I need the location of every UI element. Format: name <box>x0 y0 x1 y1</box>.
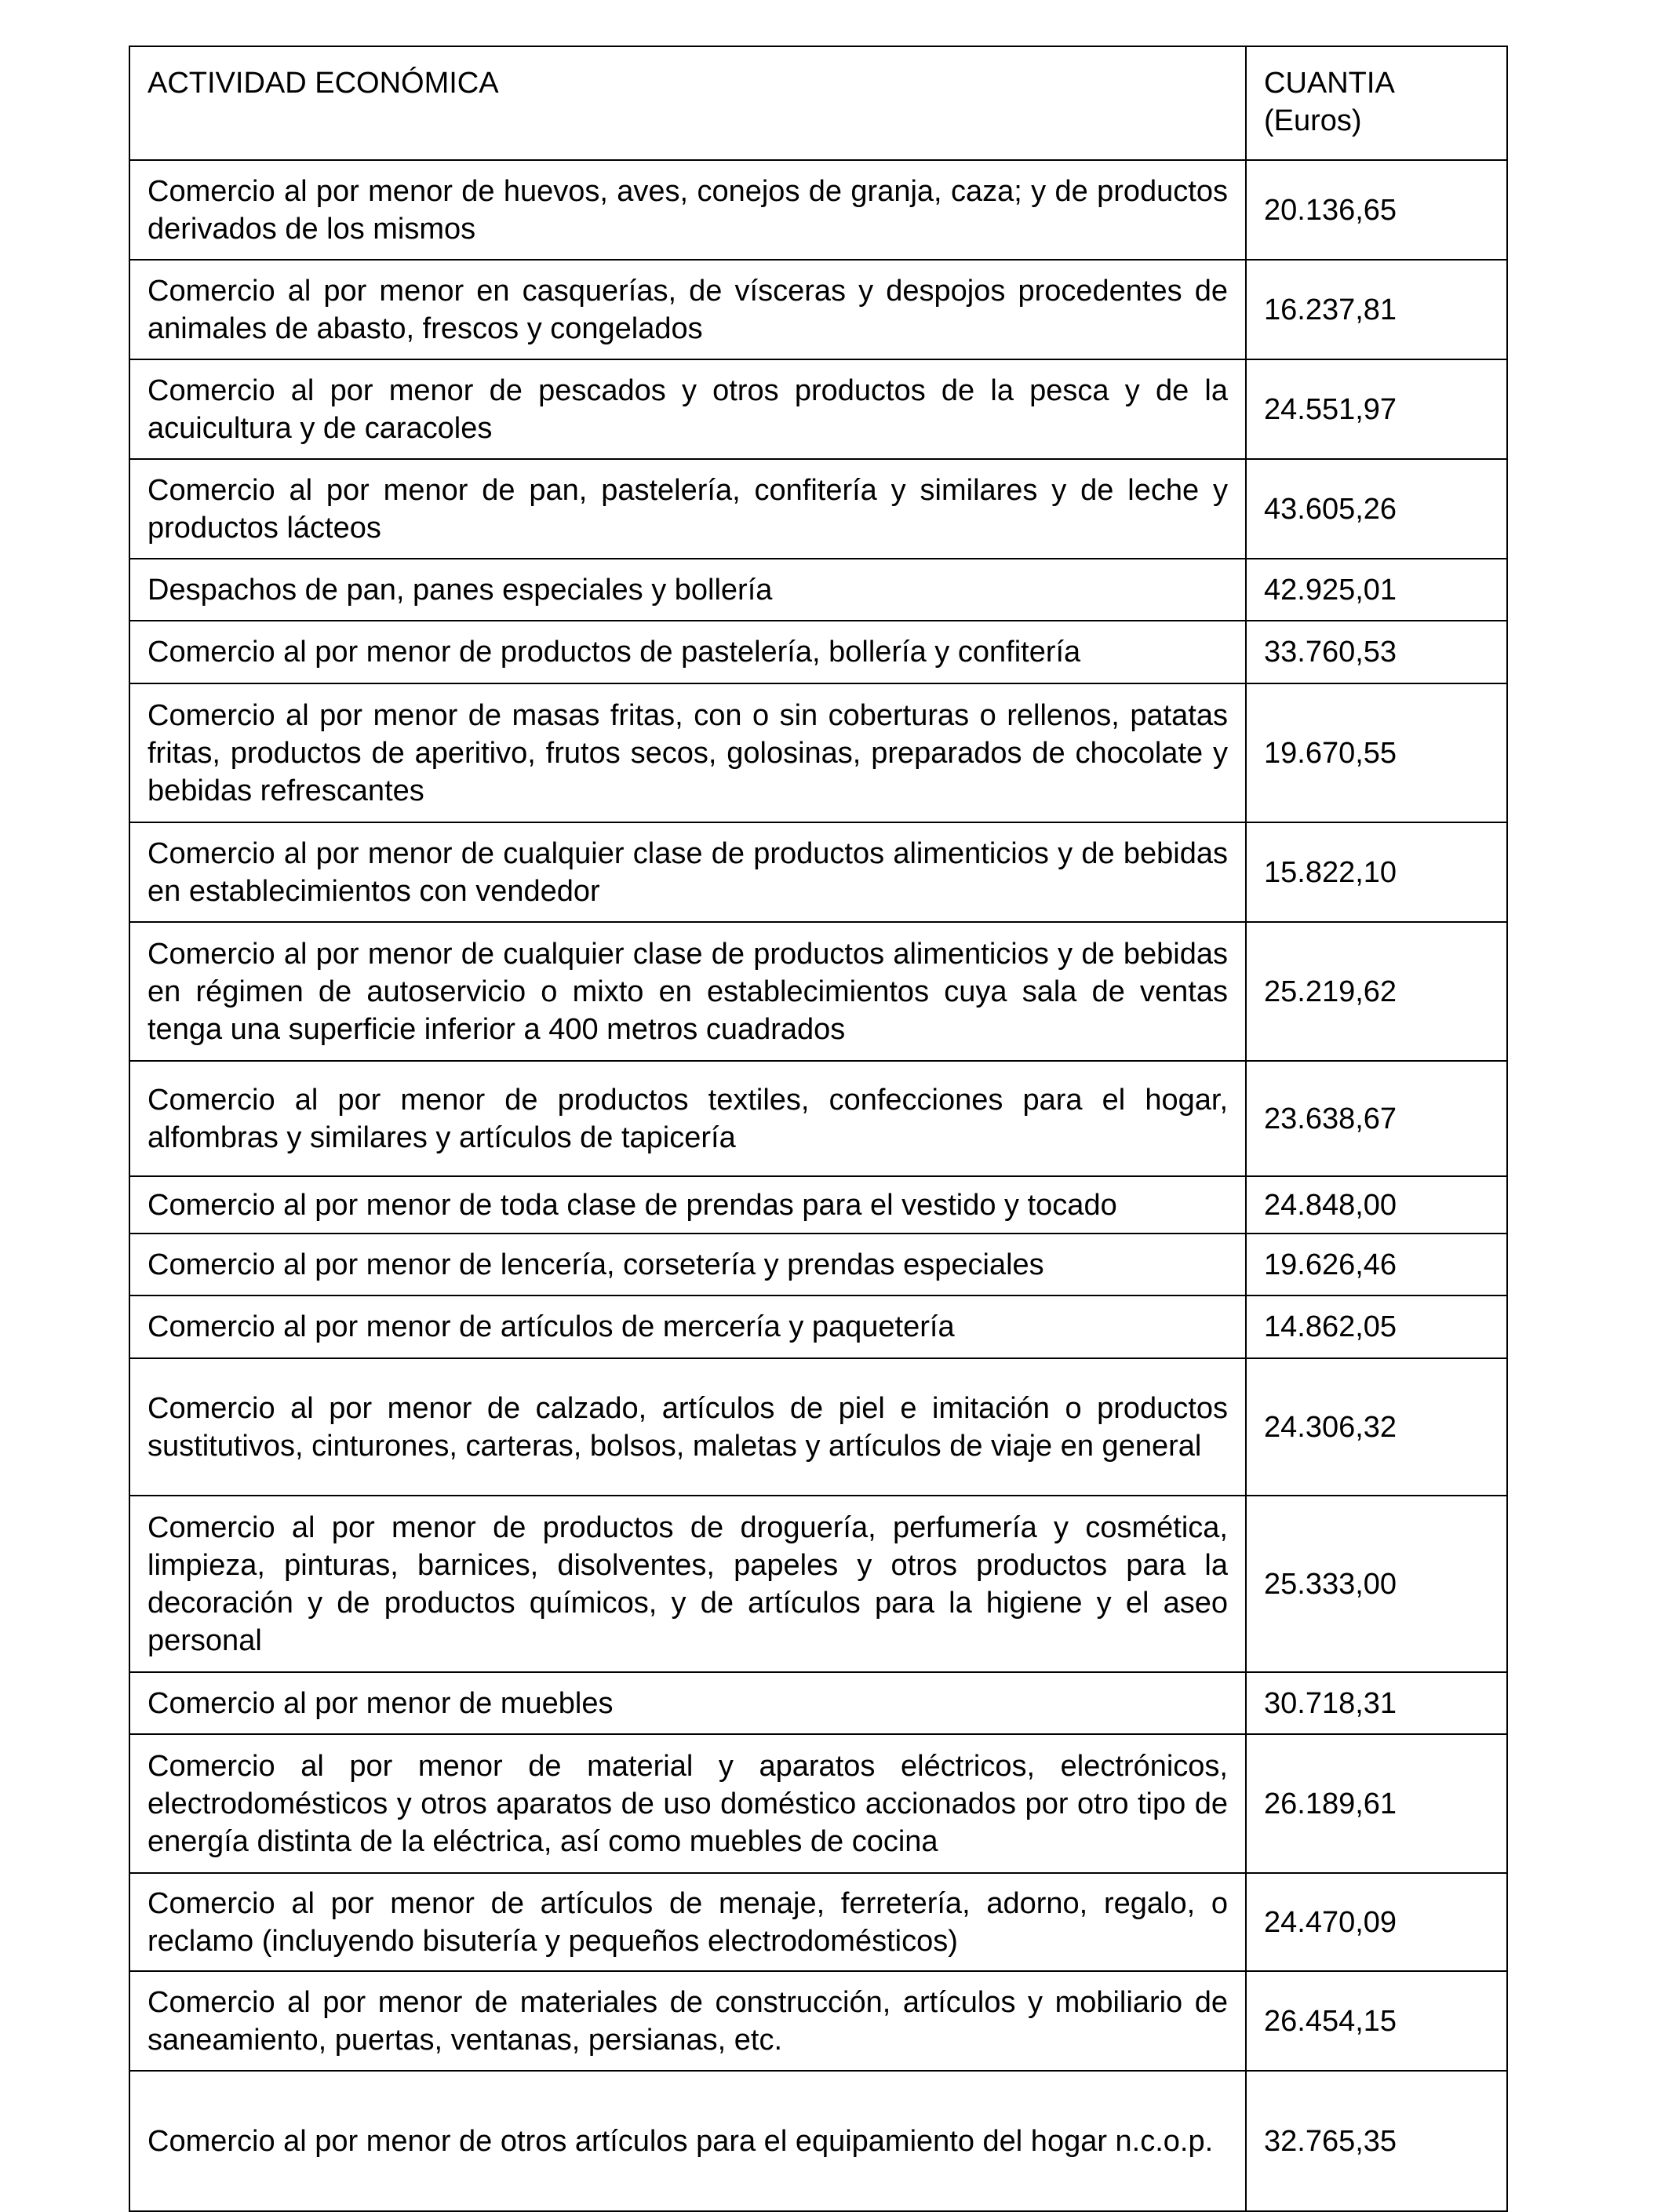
activity-cell: Comercio al por menor de productos de pastelería, bollería y confitería <box>129 621 1246 683</box>
table-row <box>129 359 1507 459</box>
header-amount-unit: (Euros) <box>1264 104 1362 137</box>
amount-cell: 30.718,31 <box>1246 1672 1507 1734</box>
amount-cell: 26.454,15 <box>1246 1971 1507 2071</box>
amount-cell: 25.333,00 <box>1246 1496 1507 1672</box>
amount-cell: 25.219,62 <box>1246 922 1507 1061</box>
header-activity: ACTIVIDAD ECONÓMICA <box>129 46 1246 160</box>
amount-cell: 32.765,35 <box>1246 2071 1507 2211</box>
activity-cell: Comercio al por menor en casquerías, de vísceras y despojos procedentes de animales de abasto, frescos y congelados <box>129 260 1246 359</box>
activity-cell: Comercio al por menor de pan, pastelería, confitería y similares y de leche y productos lácteos <box>129 459 1246 559</box>
table-row <box>129 260 1507 359</box>
amount-cell: 24.551,97 <box>1246 359 1507 459</box>
activity-cell: Comercio al por menor de productos textiles, confecciones para el hogar, alfombras y similares y artículos de tapicería <box>129 1061 1246 1176</box>
table-row <box>129 1061 1507 1176</box>
amount-cell: 43.605,26 <box>1246 459 1507 559</box>
amount-cell: 24.470,09 <box>1246 1873 1507 1971</box>
table-row <box>129 2071 1507 2211</box>
amount-cell: 19.626,46 <box>1246 1234 1507 1295</box>
activity-cell: Comercio al por menor de lencería, corsetería y prendas especiales <box>129 1234 1246 1295</box>
amount-cell: 33.760,53 <box>1246 621 1507 683</box>
table-row <box>129 1971 1507 2071</box>
amount-cell: 16.237,81 <box>1246 260 1507 359</box>
table-row <box>129 1358 1507 1496</box>
activity-cell: Comercio al por menor de material y aparatos eléctricos, electrónicos, electrodomésticos y otros aparatos de uso doméstico accionados por otro tipo de energía distinta de la eléctrica, así como muebles de cocina <box>129 1734 1246 1873</box>
activity-cell: Comercio al por menor de artículos de mercería y paquetería <box>129 1295 1246 1358</box>
amount-cell: 20.136,65 <box>1246 160 1507 260</box>
table-row <box>129 621 1507 683</box>
activity-cell: Comercio al por menor de pescados y otros productos de la pesca y de la acuicultura y de caracoles <box>129 359 1246 459</box>
table-row <box>129 683 1507 822</box>
amount-cell: 24.306,32 <box>1246 1358 1507 1496</box>
activity-cell: Comercio al por menor de artículos de menaje, ferretería, adorno, regalo, o reclamo (incluyendo bisutería y pequeños electrodomésticos) <box>129 1873 1246 1971</box>
table-row <box>129 1873 1507 1971</box>
activity-cell: Comercio al por menor de productos de droguería, perfumería y cosmética, limpieza, pinturas, barnices, disolventes, papeles y otros productos para la decoración y de productos químicos, y de artículos para la higiene y el aseo personal <box>129 1496 1246 1672</box>
amount-cell: 19.670,55 <box>1246 683 1507 822</box>
activity-cell: Comercio al por menor de otros artículos para el equipamiento del hogar n.c.o.p. <box>129 2071 1246 2211</box>
amount-cell: 42.925,01 <box>1246 559 1507 621</box>
activity-cell: Comercio al por menor de cualquier clase de productos alimenticios y de bebidas en establecimientos con vendedor <box>129 822 1246 922</box>
header-amount <box>1246 46 1507 160</box>
activity-cell: Comercio al por menor de huevos, aves, conejos de granja, caza; y de productos derivados de los mismos <box>129 160 1246 260</box>
header-amount-label: CUANTIA <box>1264 67 1395 100</box>
activity-cell: Comercio al por menor de materiales de construcción, artículos y mobiliario de saneamiento, puertas, ventanas, persianas, etc. <box>129 1971 1246 2071</box>
activity-amount-table <box>129 46 1508 2212</box>
table-row <box>129 822 1507 922</box>
activity-cell: Comercio al por menor de cualquier clase de productos alimenticios y de bebidas en régimen de autoservicio o mixto en establecimientos cuya sala de ventas tenga una superficie inferior a 400 metros cuadrados <box>129 922 1246 1061</box>
amount-cell: 15.822,10 <box>1246 822 1507 922</box>
table-row <box>129 559 1507 621</box>
amount-cell: 24.848,00 <box>1246 1176 1507 1234</box>
activity-cell: Comercio al por menor de calzado, artículos de piel e imitación o productos sustitutivos, cinturones, carteras, bolsos, maletas y artículos de viaje en general <box>129 1358 1246 1496</box>
amount-cell: 23.638,67 <box>1246 1061 1507 1176</box>
activity-cell: Comercio al por menor de masas fritas, con o sin coberturas o rellenos, patatas fritas, productos de aperitivo, frutos secos, golosinas, preparados de chocolate y bebidas refrescantes <box>129 683 1246 822</box>
activity-cell: Comercio al por menor de muebles <box>129 1672 1246 1734</box>
activity-cell: Comercio al por menor de toda clase de prendas para el vestido y tocado <box>129 1176 1246 1234</box>
table-row <box>129 1734 1507 1873</box>
table-row <box>129 160 1507 260</box>
activity-cell: Despachos de pan, panes especiales y bollería <box>129 559 1246 621</box>
table-row <box>129 1672 1507 1734</box>
amount-cell: 14.862,05 <box>1246 1295 1507 1358</box>
table-row <box>129 1295 1507 1358</box>
table-header-row <box>129 46 1507 160</box>
table-row <box>129 459 1507 559</box>
table-row <box>129 1234 1507 1295</box>
table-row <box>129 922 1507 1061</box>
amount-cell: 26.189,61 <box>1246 1734 1507 1873</box>
table-row <box>129 1496 1507 1672</box>
table-row <box>129 1176 1507 1234</box>
